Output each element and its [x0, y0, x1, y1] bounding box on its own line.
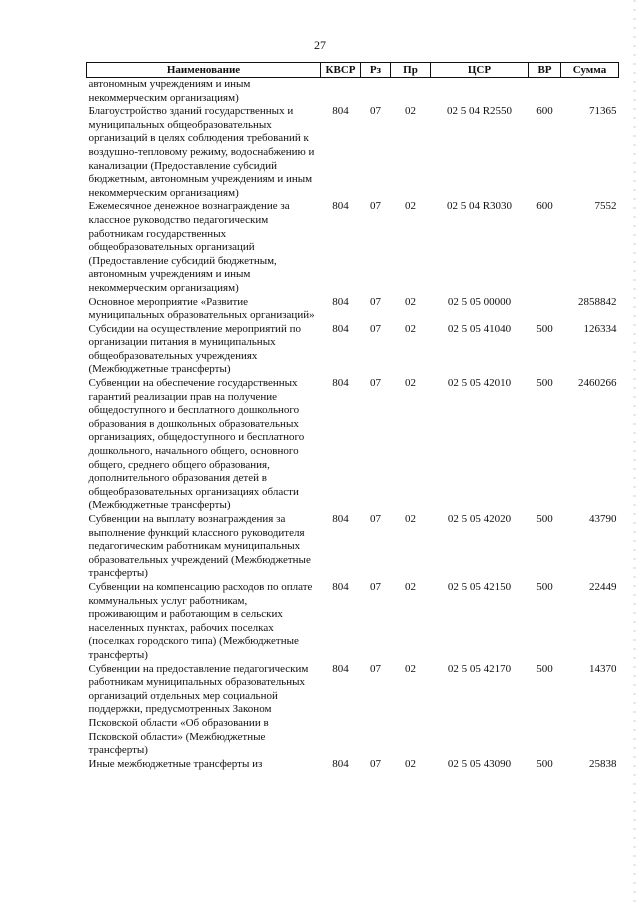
row-sum: 2858842	[578, 295, 617, 308]
row-kvsr: 804	[332, 662, 349, 675]
row-csr: 02 5 05 42150	[447, 580, 512, 593]
row-csr: 02 5 05 42020	[447, 513, 512, 525]
row-kvsr: 804	[332, 757, 349, 770]
table-row	[87, 105, 619, 200]
row-name: Иные межбюджетные трансферты из	[88, 757, 263, 770]
row-csr: 02 5 05 42010	[447, 377, 512, 390]
row-kvsr: 804	[332, 105, 349, 118]
row-vr: 600	[536, 105, 553, 118]
row-name: Благоустройство зданий государственных и муниципальных общеобразовательных организаций в целях соблюдения требований к воздушно-тепловому режиму, водоснабжению и канализации (Предоставление субсидий бюджетным, автономным учреждениям и иным некоммерческим организациям)	[88, 105, 315, 199]
page-number: 27	[314, 38, 326, 52]
row-rz: 07	[370, 295, 381, 308]
row-name: Субвенции на выплату вознаграждения за выполнение функций классного руководителя педагогическим работникам муниципальных образовательных учреждений (Межбюджетные трансферты)	[88, 513, 311, 580]
row-csr: 02 5 05 43090	[447, 757, 512, 770]
row-rz: 07	[370, 200, 381, 213]
row-sum	[561, 78, 619, 106]
header-name: Наименование	[87, 63, 321, 78]
row-name: Субвенции на обеспечение государственных гарантий реализации прав на получение общедоступного и бесплатного дошкольного образования в дошкольных образовательных организациях, общедоступного и бесплатного дошкольного, начального общего, основного общего, среднего общего образования, дополнительного образования детей в общеобразовательных организациях области (Межбюджетные трансферты)	[88, 377, 305, 512]
row-csr: 02 5 05 00000	[447, 295, 512, 308]
row-pr: 02	[405, 105, 416, 118]
row-pr	[391, 78, 431, 106]
row-kvsr	[321, 78, 361, 106]
row-csr: 02 5 05 42170	[447, 662, 512, 675]
header-csr: ЦСР	[431, 63, 529, 78]
row-vr: 500	[536, 513, 553, 525]
row-rz: 07	[370, 105, 381, 118]
row-pr: 02	[405, 295, 416, 308]
row-csr: 02 5 05 41040	[447, 322, 512, 335]
scan-edge-artifact	[633, 0, 636, 905]
row-rz	[361, 78, 391, 106]
row-kvsr: 804	[332, 200, 349, 213]
row-kvsr: 804	[332, 513, 349, 525]
budget-table	[86, 62, 619, 771]
table-row	[87, 758, 619, 772]
row-sum: 2460266	[578, 377, 617, 390]
row-csr: 02 5 04 R2550	[446, 105, 513, 118]
row-pr: 02	[405, 580, 416, 593]
header-rz: Рз	[361, 63, 391, 78]
row-csr: 02 5 04 R3030	[446, 200, 513, 213]
table-row	[87, 296, 619, 323]
row-csr	[431, 78, 529, 106]
header-kvsr: КВСР	[321, 63, 361, 78]
row-sum: 22449	[589, 580, 617, 593]
table-row	[87, 323, 619, 377]
table-row	[87, 513, 619, 581]
table-row	[87, 377, 619, 513]
row-sum: 126334	[583, 322, 617, 335]
row-rz: 07	[370, 322, 381, 335]
row-name: Основное мероприятие «Развитие муниципальных образовательных организаций»	[88, 295, 315, 322]
row-vr: 600	[536, 200, 553, 213]
row-sum: 43790	[589, 513, 617, 525]
header-pr: Пр	[391, 63, 431, 78]
row-pr: 02	[405, 757, 416, 770]
table-row	[87, 200, 619, 295]
row-name: Субвенции на компенсацию расходов по оплате коммунальных услуг работникам, проживающим и работающим в сельских населенных пунктах, рабочих поселках (поселках городского типа) (Межбюджетные трансферты)	[88, 580, 313, 661]
header-sum: Сумма	[561, 63, 619, 78]
row-name: Ежемесячное денежное вознаграждение за классное руководство педагогическим работникам государственных общеобразовательных организаций (Предоставление субсидий бюджетным, автономным учреждениям и иным некоммерческим организациям)	[88, 200, 290, 294]
row-name: Субвенции на предоставление педагогическим работникам муниципальных образовательных организаций отдельных мер социальной поддержки, предусмотренных Законом Псковской области «Об образовании в Псковской области» (Межбюджетные трансферты)	[88, 662, 309, 757]
row-pr: 02	[405, 200, 416, 213]
row-vr: 500	[536, 757, 553, 770]
table-row	[87, 581, 619, 663]
row-vr: 500	[536, 662, 553, 675]
row-kvsr: 804	[332, 295, 349, 308]
row-sum: 7552	[594, 200, 617, 213]
row-rz: 07	[370, 377, 381, 390]
table-header-row	[87, 63, 619, 78]
row-vr	[529, 78, 561, 106]
row-rz: 07	[370, 580, 381, 593]
row-sum: 71365	[589, 105, 617, 118]
table-row	[87, 663, 619, 758]
row-rz: 07	[370, 757, 381, 770]
row-sum: 14370	[589, 662, 617, 675]
row-vr: 500	[536, 377, 553, 390]
row-rz: 07	[370, 513, 381, 525]
row-pr: 02	[405, 322, 416, 335]
row-kvsr: 804	[332, 322, 349, 335]
row-vr	[529, 296, 561, 323]
row-vr: 500	[536, 580, 553, 593]
header-vr: ВР	[529, 63, 561, 78]
row-pr: 02	[405, 662, 416, 675]
row-vr: 500	[536, 322, 553, 335]
row-name: автономным учреждениям и иным некоммерческим организациям)	[88, 78, 251, 104]
row-sum: 25838	[589, 757, 617, 770]
row-kvsr: 804	[332, 580, 349, 593]
row-name: Субсидии на осуществление мероприятий по организации питания в муниципальных общеобразовательных учреждениях (Межбюджетные трансферты)	[88, 322, 301, 376]
row-pr: 02	[405, 377, 416, 390]
table-row	[87, 78, 619, 106]
row-pr: 02	[405, 513, 416, 525]
row-kvsr: 804	[332, 377, 349, 390]
row-rz: 07	[370, 662, 381, 675]
